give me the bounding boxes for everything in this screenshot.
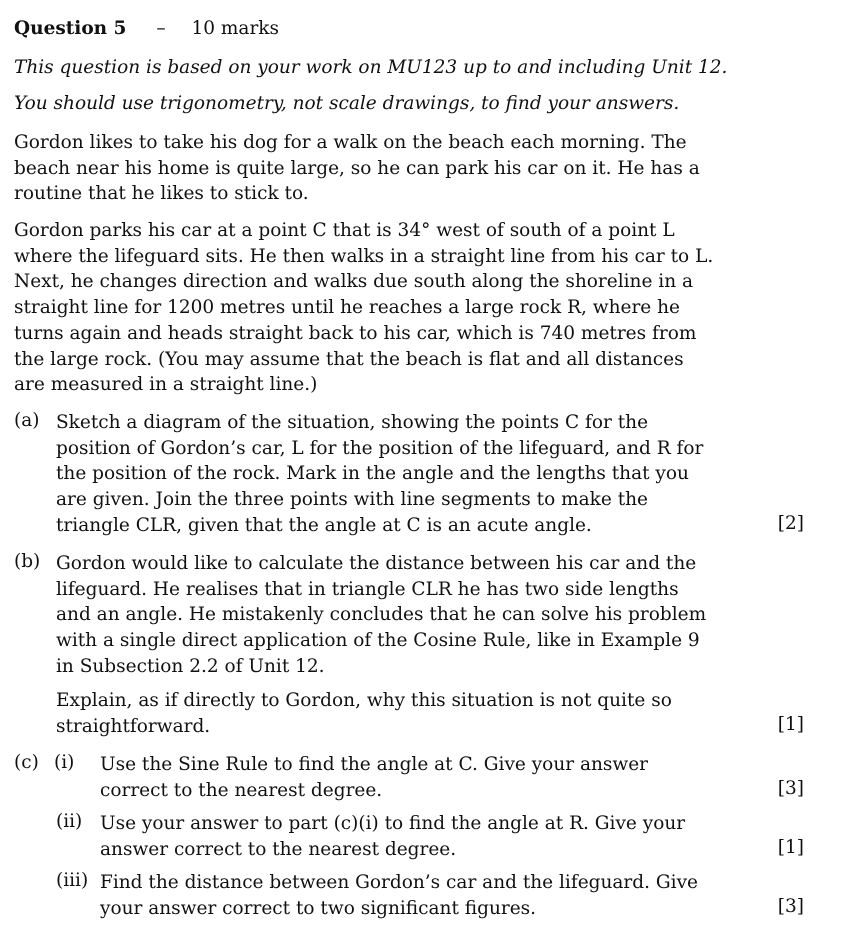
- part-c-label: (c): [14, 752, 39, 773]
- part-c-ii-label: (ii): [56, 811, 83, 832]
- part-c-i-marks: [3]: [777, 778, 804, 799]
- paragraph-1: Gordon likes to take his dog for a walk on the beach each morning. The beach near his home is quite large, so he can park his car on it. He has a routine that he likes to stick to.: [14, 132, 700, 205]
- part-b-text-2: Explain, as if directly to Gordon, why this situation is not quite so straightforward.: [56, 690, 672, 737]
- part-c-ii-marks: [1]: [777, 837, 804, 858]
- part-a-marks: [2]: [777, 513, 804, 534]
- question-title: Question 5: [14, 18, 127, 39]
- part-a-text: Sketch a diagram of the situation, showing the points C for the position of Gordon’s car, L for the position of the lifeguard, and R for the position of the rock. Mark in the angle and the lengths that you are given. Join the three points with line segments to make the triangle CLR, given that the angle at C is an acute angle.: [56, 412, 704, 536]
- part-a-label: (a): [14, 410, 40, 431]
- part-c-iii-label: (iii): [56, 870, 89, 891]
- header-dash: –: [156, 18, 166, 39]
- intro-line-2: You should use trigonometry, not scale drawings, to find your answers.: [14, 93, 680, 114]
- question-header: [14, 18, 279, 39]
- part-c-i-text: Use the Sine Rule to find the angle at C. Give your answer correct to the nearest degree.: [100, 754, 649, 801]
- intro-line-1: This question is based on your work on MU123 up to and including Unit 12.: [14, 57, 728, 78]
- paragraph-2: Gordon parks his car at a point C that is 34° west of south of a point L where the lifeguard sits. He then walks in a straight line from his car to L. Next, he changes direction and walks due south along the shoreline in a straight line for 1200 metres until he reaches a large rock R, where he turns again and heads straight back to his car, which is 740 metres from the large rock. (You may assume that the beach is flat and all distances are measured in a straight line.): [14, 220, 714, 396]
- part-b-text: Gordon would like to calculate the distance between his car and the lifeguard. He realises that in triangle CLR he has two side lengths and an angle. He mistakenly concludes that he can solve his problem with a single direct application of the Cosine Rule, like in Example 9 in Subsection 2.2 of Unit 12.: [56, 553, 707, 677]
- part-b-label: (b): [14, 551, 41, 572]
- part-c-iii-text: Find the distance between Gordon’s car and the lifeguard. Give your answer correct to two significant figures.: [100, 872, 698, 919]
- part-b-marks: [1]: [777, 714, 804, 735]
- question-marks: 10 marks: [191, 18, 280, 39]
- part-c-ii-text: Use your answer to part (c)(i) to find the angle at R. Give your answer correct to the nearest degree.: [100, 813, 686, 860]
- part-c-iii-marks: [3]: [777, 896, 804, 917]
- part-c-i-label: (i): [54, 752, 75, 773]
